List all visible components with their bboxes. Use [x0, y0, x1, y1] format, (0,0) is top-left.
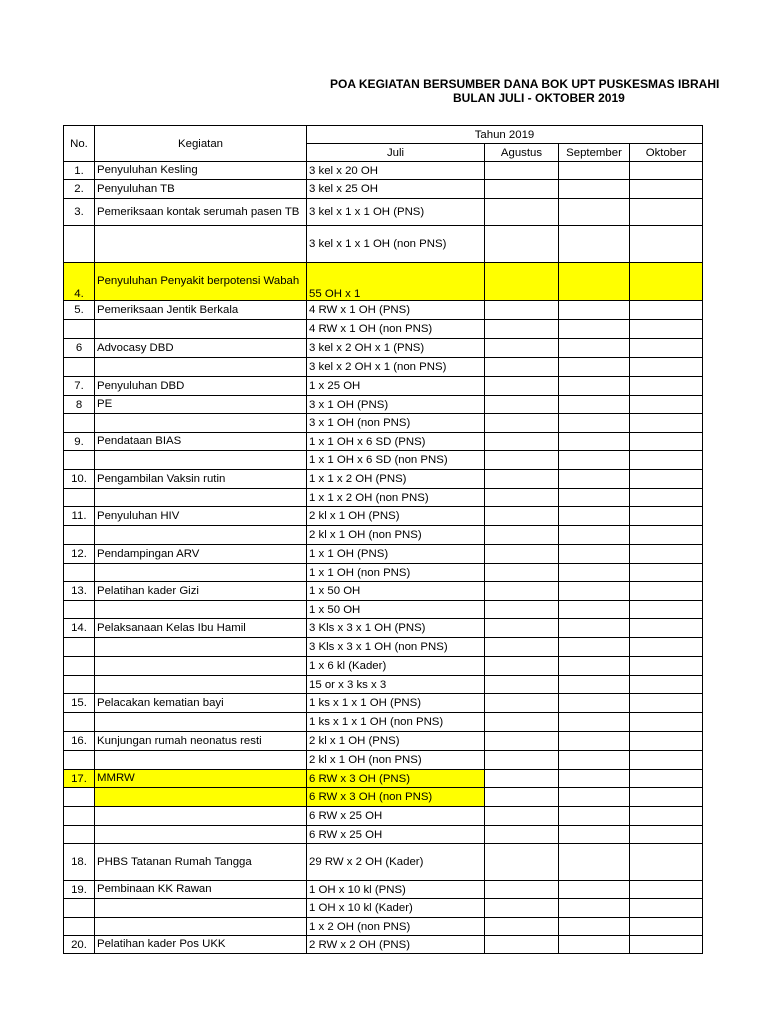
cell-no [64, 751, 95, 770]
cell-oktober [630, 489, 703, 507]
cell-no: 2. [64, 180, 95, 199]
cell-juli: 1 x 6 kl (Kader) [307, 657, 485, 676]
table-row [64, 414, 703, 433]
cell-september [559, 732, 630, 751]
table-row [64, 638, 703, 657]
table-row [64, 339, 703, 358]
table-row [64, 377, 703, 396]
cell-agustus [485, 751, 559, 770]
cell-oktober [630, 844, 703, 881]
cell-agustus [485, 526, 559, 545]
cell-september [559, 470, 630, 489]
cell-no: 12. [64, 545, 95, 564]
cell-september [559, 226, 630, 263]
cell-no: 17. [64, 770, 95, 788]
cell-oktober [630, 320, 703, 339]
cell-agustus [485, 601, 559, 619]
cell-agustus [485, 162, 559, 180]
cell-juli: 3 kel x 1 x 1 OH (non PNS) [307, 226, 485, 263]
cell-juli: 15 or x 3 ks x 3 [307, 676, 485, 694]
table-row [64, 676, 703, 694]
cell-kegiatan [95, 826, 307, 844]
cell-agustus [485, 807, 559, 826]
header-kegiatan: Kegiatan [95, 126, 307, 162]
cell-kegiatan: Kunjungan rumah neonatus resti [95, 732, 307, 751]
cell-agustus [485, 180, 559, 199]
document-title: POA KEGIATAN BERSUMBER DANA BOK UPT PUSKESMAS IBRAHI [330, 77, 720, 91]
cell-juli: 1 ks x 1 x 1 OH (PNS) [307, 694, 485, 713]
cell-september [559, 526, 630, 545]
table-row [64, 507, 703, 526]
cell-juli: 4 RW x 1 OH (non PNS) [307, 320, 485, 339]
cell-september [559, 694, 630, 713]
header-juli: Juli [307, 144, 485, 162]
cell-kegiatan: Pengambilan Vaksin rutin [95, 470, 307, 489]
cell-agustus [485, 414, 559, 433]
cell-oktober [630, 396, 703, 414]
cell-oktober [630, 414, 703, 433]
cell-juli: 1 OH x 10 kl (Kader) [307, 899, 485, 918]
cell-september [559, 199, 630, 226]
cell-oktober [630, 807, 703, 826]
cell-september [559, 582, 630, 601]
cell-oktober [630, 918, 703, 936]
cell-no: 13. [64, 582, 95, 601]
cell-juli: 2 kl x 1 OH (non PNS) [307, 751, 485, 770]
cell-juli: 6 RW x 25 OH [307, 826, 485, 844]
cell-september [559, 936, 630, 954]
cell-oktober [630, 638, 703, 657]
header-september: September [559, 144, 630, 162]
cell-oktober [630, 788, 703, 807]
cell-september [559, 881, 630, 899]
cell-juli: 1 x 1 OH x 6 SD (non PNS) [307, 451, 485, 470]
cell-kegiatan: Pelacakan kematian bayi [95, 694, 307, 713]
cell-agustus [485, 713, 559, 732]
cell-september [559, 899, 630, 918]
cell-no [64, 826, 95, 844]
cell-kegiatan: Advocasy DBD [95, 339, 307, 358]
cell-september [559, 807, 630, 826]
cell-september [559, 826, 630, 844]
cell-kegiatan [95, 751, 307, 770]
cell-juli: 3 Kls x 3 x 1 OH (PNS) [307, 619, 485, 638]
cell-juli: 1 x 1 OH (PNS) [307, 545, 485, 564]
table-row [64, 545, 703, 564]
cell-juli: 3 kel x 2 OH x 1 (PNS) [307, 339, 485, 358]
cell-september [559, 770, 630, 788]
cell-kegiatan: Pelaksanaan Kelas Ibu Hamil [95, 619, 307, 638]
cell-agustus [485, 881, 559, 899]
cell-kegiatan [95, 676, 307, 694]
cell-juli: 1 x 1 x 2 OH (PNS) [307, 470, 485, 489]
table-row [64, 918, 703, 936]
cell-juli: 2 kl x 1 OH (PNS) [307, 507, 485, 526]
cell-agustus [485, 899, 559, 918]
cell-september [559, 788, 630, 807]
cell-agustus [485, 301, 559, 320]
cell-juli: 2 RW x 2 OH (PNS) [307, 936, 485, 954]
cell-oktober [630, 676, 703, 694]
table-row [64, 358, 703, 377]
cell-agustus [485, 339, 559, 358]
table-row [64, 199, 703, 226]
cell-no: 15. [64, 694, 95, 713]
cell-no [64, 451, 95, 470]
cell-juli: 1 ks x 1 x 1 OH (non PNS) [307, 713, 485, 732]
table-row [64, 751, 703, 770]
cell-september [559, 301, 630, 320]
cell-oktober [630, 433, 703, 451]
cell-agustus [485, 788, 559, 807]
cell-juli: 1 x 50 OH [307, 601, 485, 619]
cell-kegiatan: Pembinaan KK Rawan [95, 881, 307, 899]
cell-kegiatan [95, 601, 307, 619]
cell-kegiatan: Penyuluhan Kesling [95, 162, 307, 180]
table-row [64, 619, 703, 638]
table-row [64, 881, 703, 899]
table-body [64, 162, 703, 954]
cell-agustus [485, 844, 559, 881]
cell-no: 5. [64, 301, 95, 320]
cell-oktober [630, 339, 703, 358]
cell-agustus [485, 199, 559, 226]
header-agustus: Agustus [485, 144, 559, 162]
cell-agustus [485, 676, 559, 694]
cell-agustus [485, 619, 559, 638]
cell-kegiatan: Penyuluhan Penyakit berpotensi Wabah [95, 263, 307, 301]
cell-no [64, 638, 95, 657]
table-row [64, 899, 703, 918]
table-row [64, 451, 703, 470]
cell-oktober [630, 751, 703, 770]
cell-juli: 55 OH x 1 [307, 263, 485, 301]
cell-september [559, 601, 630, 619]
cell-no: 8 [64, 396, 95, 414]
cell-no: 20. [64, 936, 95, 954]
table-row [64, 713, 703, 732]
table-row [64, 320, 703, 339]
table-row [64, 844, 703, 881]
cell-no: 4. [64, 263, 95, 301]
cell-september [559, 489, 630, 507]
table-row [64, 180, 703, 199]
cell-no: 7. [64, 377, 95, 396]
document-subtitle: BULAN JULI - OKTOBER 2019 [453, 91, 625, 105]
cell-kegiatan [95, 807, 307, 826]
cell-juli: 3 x 1 OH (non PNS) [307, 414, 485, 433]
cell-oktober [630, 358, 703, 377]
header-no: No. [64, 126, 95, 162]
table-row [64, 788, 703, 807]
cell-no: 3. [64, 199, 95, 226]
cell-juli: 1 x 25 OH [307, 377, 485, 396]
cell-juli: 6 RW x 25 OH [307, 807, 485, 826]
cell-no [64, 676, 95, 694]
table-row [64, 826, 703, 844]
cell-kegiatan: MMRW [95, 770, 307, 788]
cell-september [559, 339, 630, 358]
cell-kegiatan [95, 713, 307, 732]
cell-agustus [485, 396, 559, 414]
cell-september [559, 619, 630, 638]
cell-no [64, 601, 95, 619]
cell-september [559, 396, 630, 414]
cell-agustus [485, 507, 559, 526]
cell-juli: 3 kel x 1 x 1 OH (PNS) [307, 199, 485, 226]
cell-kegiatan: Pemeriksaan kontak serumah pasen TB [95, 199, 307, 226]
cell-juli: 2 kl x 1 OH (PNS) [307, 732, 485, 751]
cell-oktober [630, 526, 703, 545]
cell-no: 1. [64, 162, 95, 180]
cell-september [559, 844, 630, 881]
cell-no [64, 899, 95, 918]
cell-juli: 1 x 1 x 2 OH (non PNS) [307, 489, 485, 507]
cell-oktober [630, 694, 703, 713]
cell-oktober [630, 263, 703, 301]
cell-oktober [630, 881, 703, 899]
table-row [64, 770, 703, 788]
cell-oktober [630, 226, 703, 263]
cell-agustus [485, 320, 559, 339]
cell-no: 10. [64, 470, 95, 489]
cell-oktober [630, 601, 703, 619]
cell-september [559, 918, 630, 936]
cell-no [64, 489, 95, 507]
table-row [64, 694, 703, 713]
cell-oktober [630, 657, 703, 676]
cell-no: 11. [64, 507, 95, 526]
cell-kegiatan: Penyuluhan TB [95, 180, 307, 199]
cell-kegiatan [95, 526, 307, 545]
cell-agustus [485, 358, 559, 377]
cell-september [559, 545, 630, 564]
cell-september [559, 162, 630, 180]
table-row [64, 601, 703, 619]
cell-oktober [630, 470, 703, 489]
cell-juli: 6 RW x 3 OH (non PNS) [307, 788, 485, 807]
cell-oktober [630, 199, 703, 226]
cell-agustus [485, 545, 559, 564]
cell-oktober [630, 507, 703, 526]
table-row [64, 936, 703, 954]
cell-september [559, 414, 630, 433]
cell-kegiatan: Pelatihan kader Gizi [95, 582, 307, 601]
cell-oktober [630, 564, 703, 582]
cell-no [64, 320, 95, 339]
cell-kegiatan: Pendataan BIAS [95, 433, 307, 451]
table-row [64, 470, 703, 489]
table-row [64, 396, 703, 414]
cell-agustus [485, 489, 559, 507]
cell-kegiatan [95, 899, 307, 918]
cell-oktober [630, 451, 703, 470]
cell-september [559, 638, 630, 657]
cell-oktober [630, 770, 703, 788]
cell-oktober [630, 732, 703, 751]
cell-no: 18. [64, 844, 95, 881]
table-row [64, 263, 703, 301]
cell-no [64, 226, 95, 263]
cell-juli: 29 RW x 2 OH (Kader) [307, 844, 485, 881]
cell-juli: 1 OH x 10 kl (PNS) [307, 881, 485, 899]
cell-september [559, 358, 630, 377]
cell-agustus [485, 226, 559, 263]
cell-september [559, 433, 630, 451]
cell-no [64, 788, 95, 807]
cell-oktober [630, 936, 703, 954]
cell-oktober [630, 162, 703, 180]
cell-agustus [485, 732, 559, 751]
cell-kegiatan: PHBS Tatanan Rumah Tangga [95, 844, 307, 881]
cell-no: 19. [64, 881, 95, 899]
cell-juli: 4 RW x 1 OH (PNS) [307, 301, 485, 320]
cell-oktober [630, 301, 703, 320]
cell-juli: 1 x 1 OH (non PNS) [307, 564, 485, 582]
cell-juli: 1 x 1 OH x 6 SD (PNS) [307, 433, 485, 451]
cell-agustus [485, 582, 559, 601]
cell-no [64, 564, 95, 582]
cell-oktober [630, 545, 703, 564]
cell-agustus [485, 826, 559, 844]
cell-agustus [485, 770, 559, 788]
cell-agustus [485, 638, 559, 657]
cell-oktober [630, 582, 703, 601]
cell-juli: 3 kel x 25 OH [307, 180, 485, 199]
cell-september [559, 180, 630, 199]
cell-agustus [485, 451, 559, 470]
cell-agustus [485, 564, 559, 582]
cell-oktober [630, 180, 703, 199]
cell-kegiatan [95, 788, 307, 807]
cell-kegiatan: Pelatihan kader Pos UKK [95, 936, 307, 954]
cell-juli: 3 kel x 20 OH [307, 162, 485, 180]
cell-juli: 3 x 1 OH (PNS) [307, 396, 485, 414]
cell-juli: 6 RW x 3 OH (PNS) [307, 770, 485, 788]
table-row [64, 301, 703, 320]
cell-kegiatan [95, 918, 307, 936]
cell-september [559, 263, 630, 301]
cell-september [559, 507, 630, 526]
cell-no: 9. [64, 433, 95, 451]
cell-kegiatan: PE [95, 396, 307, 414]
cell-kegiatan: Pemeriksaan Jentik Berkala [95, 301, 307, 320]
cell-no: 16. [64, 732, 95, 751]
cell-kegiatan [95, 226, 307, 263]
cell-september [559, 320, 630, 339]
cell-oktober [630, 826, 703, 844]
table-row [64, 807, 703, 826]
cell-kegiatan [95, 320, 307, 339]
table-row [64, 226, 703, 263]
table-row [64, 657, 703, 676]
cell-kegiatan: Penyuluhan HIV [95, 507, 307, 526]
cell-september [559, 377, 630, 396]
cell-agustus [485, 657, 559, 676]
cell-oktober [630, 377, 703, 396]
cell-kegiatan [95, 657, 307, 676]
cell-kegiatan: Pendampingan ARV [95, 545, 307, 564]
cell-oktober [630, 899, 703, 918]
cell-juli: 2 kl x 1 OH (non PNS) [307, 526, 485, 545]
table-row [64, 564, 703, 582]
table-row [64, 526, 703, 545]
cell-agustus [485, 936, 559, 954]
cell-kegiatan [95, 564, 307, 582]
cell-no [64, 657, 95, 676]
header-tahun: Tahun 2019 [307, 126, 703, 144]
cell-no [64, 358, 95, 377]
table-row [64, 732, 703, 751]
cell-agustus [485, 263, 559, 301]
cell-september [559, 451, 630, 470]
table-row [64, 162, 703, 180]
cell-kegiatan [95, 414, 307, 433]
cell-agustus [485, 377, 559, 396]
cell-september [559, 713, 630, 732]
cell-no: 6 [64, 339, 95, 358]
cell-no [64, 713, 95, 732]
cell-kegiatan [95, 451, 307, 470]
poa-table [63, 125, 703, 954]
cell-no [64, 414, 95, 433]
table-row [64, 489, 703, 507]
cell-no [64, 807, 95, 826]
cell-oktober [630, 619, 703, 638]
cell-no [64, 526, 95, 545]
cell-no [64, 918, 95, 936]
cell-september [559, 564, 630, 582]
cell-agustus [485, 694, 559, 713]
cell-agustus [485, 470, 559, 489]
header-oktober: Oktober [630, 144, 703, 162]
cell-september [559, 657, 630, 676]
cell-agustus [485, 433, 559, 451]
cell-no: 14. [64, 619, 95, 638]
cell-kegiatan: Penyuluhan DBD [95, 377, 307, 396]
cell-september [559, 676, 630, 694]
cell-september [559, 751, 630, 770]
table-row [64, 433, 703, 451]
cell-kegiatan [95, 358, 307, 377]
cell-juli: 3 Kls x 3 x 1 OH (non PNS) [307, 638, 485, 657]
cell-juli: 1 x 2 OH (non PNS) [307, 918, 485, 936]
cell-juli: 3 kel x 2 OH x 1 (non PNS) [307, 358, 485, 377]
cell-agustus [485, 918, 559, 936]
cell-juli: 1 x 50 OH [307, 582, 485, 601]
table-row [64, 582, 703, 601]
cell-oktober [630, 713, 703, 732]
cell-kegiatan [95, 638, 307, 657]
cell-kegiatan [95, 489, 307, 507]
